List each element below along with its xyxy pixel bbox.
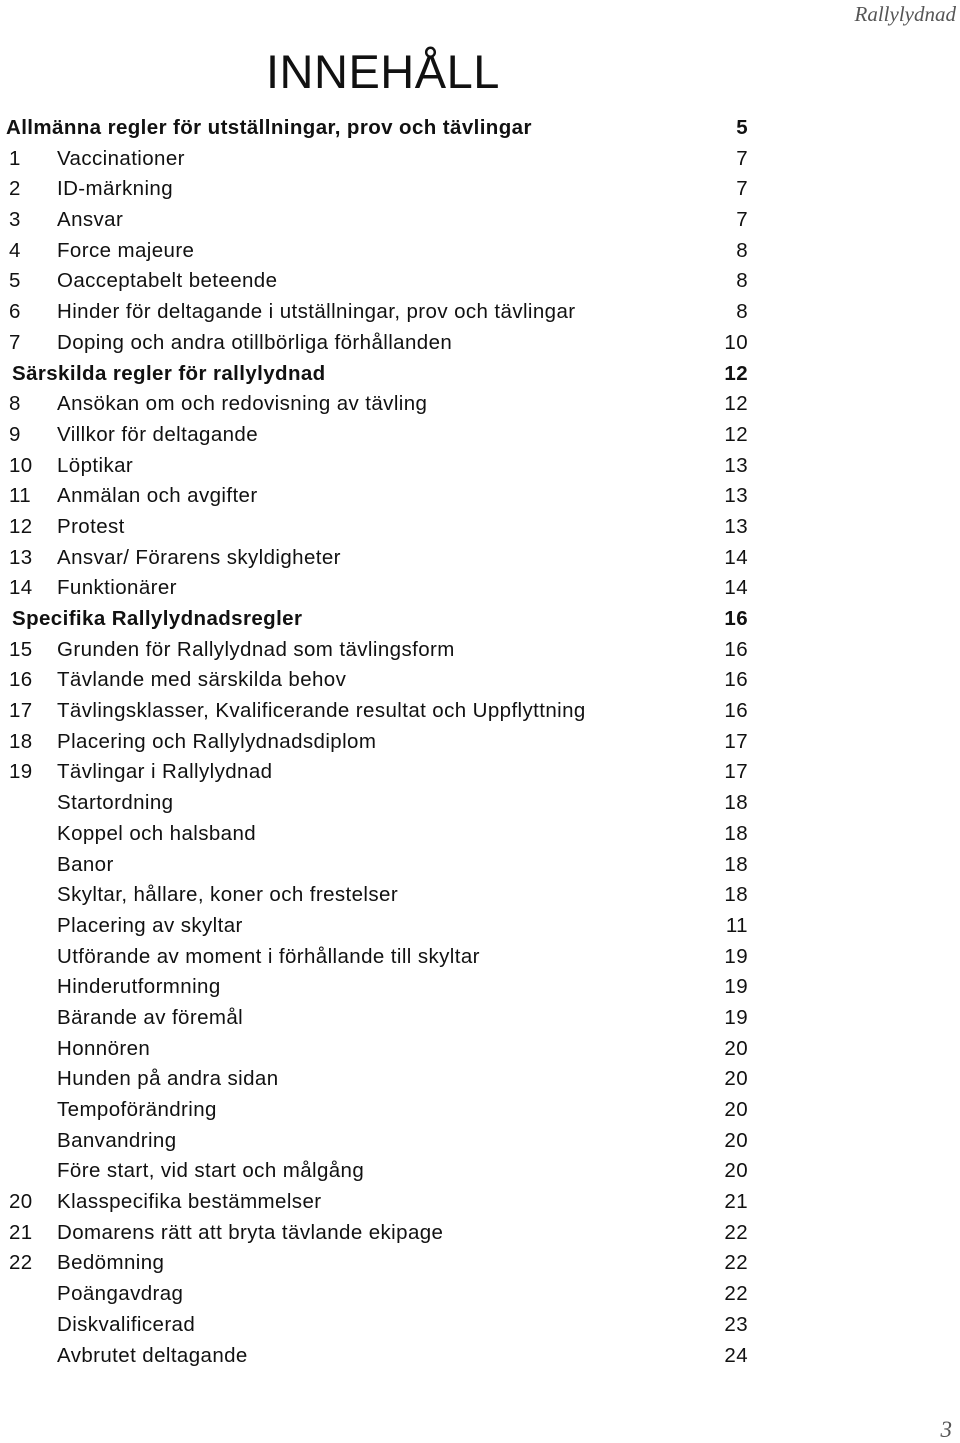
- toc-entry-number: 15: [9, 637, 33, 661]
- toc-entry-label: Specifika Rallylydnadsregler: [12, 607, 303, 630]
- toc-entry-page: 22: [724, 1220, 748, 1244]
- toc-entry-label: Doping och andra otillbörliga förhållanden: [57, 330, 453, 354]
- toc-entry-page: 22: [724, 1282, 748, 1306]
- toc-entry-number: 17: [9, 699, 33, 723]
- toc-entry-page: 12: [724, 422, 748, 446]
- toc-entry[interactable]: [0, 389, 960, 420]
- toc-entry-page: 8: [736, 300, 748, 324]
- toc-entry-label: Diskvalificerad: [57, 1312, 196, 1336]
- toc-entry-page: 20: [724, 1067, 748, 1091]
- toc-entry-page: 12: [724, 392, 748, 416]
- toc-entry[interactable]: [0, 1341, 960, 1372]
- toc-entry-page: 18: [724, 791, 748, 815]
- toc-entry[interactable]: [0, 696, 960, 727]
- toc-entry[interactable]: [0, 297, 960, 328]
- toc-entry-number: 21: [9, 1220, 33, 1244]
- toc-entry-label: Funktionärer: [57, 576, 177, 600]
- toc-entry-page: 24: [724, 1343, 748, 1367]
- toc-entry-number: 6: [9, 300, 21, 324]
- toc-entry-number: 18: [9, 729, 33, 753]
- toc-entry-label: Utförande av moment i förhållande till skyltar: [57, 944, 480, 968]
- toc-entry-label: Allmänna regler för utställningar, prov och tävlingar: [6, 116, 532, 139]
- toc-entry[interactable]: [0, 174, 960, 205]
- toc-entry-number: 13: [9, 545, 33, 569]
- toc-entry-label: Honnören: [57, 1036, 151, 1060]
- toc-entry-label: Vaccinationer: [57, 146, 185, 170]
- toc-entry-label: Banor: [57, 852, 114, 876]
- toc-entry-page: 21: [724, 1190, 748, 1214]
- toc-section-heading[interactable]: [0, 359, 960, 390]
- toc-entry-number: 3: [9, 208, 21, 232]
- toc-entry-label: Före start, vid start och målgång: [57, 1159, 365, 1183]
- toc-entry-page: 16: [724, 637, 748, 661]
- toc-entry[interactable]: [0, 1248, 960, 1279]
- toc-entry[interactable]: [0, 144, 960, 175]
- toc-entry[interactable]: [0, 665, 960, 696]
- toc-entry-label: Hinderutformning: [57, 975, 221, 999]
- toc-entry-label: Tävlande med särskilda behov: [57, 668, 347, 692]
- toc-entry[interactable]: [0, 573, 960, 604]
- toc-entry-number: 10: [9, 453, 33, 477]
- toc-entry-page: 18: [724, 852, 748, 876]
- toc-entry[interactable]: [0, 451, 960, 482]
- toc-entry-label: Grunden för Rallylydnad som tävlingsform: [57, 637, 455, 661]
- toc-entry-page: 19: [724, 975, 748, 999]
- toc-entry[interactable]: [0, 1310, 960, 1341]
- toc-entry-label: Ansvar: [57, 208, 124, 232]
- toc-entry-page: 7: [736, 177, 748, 201]
- toc-entry-page: 20: [724, 1036, 748, 1060]
- toc-section-heading[interactable]: [0, 604, 960, 635]
- page-number: 3: [940, 1417, 952, 1442]
- table-of-contents: [0, 113, 960, 1371]
- toc-entry-label: Oacceptabelt beteende: [57, 269, 278, 293]
- toc-entry-page: 20: [724, 1098, 748, 1121]
- toc-entry-label: Ansvar/ Förarens skyldigheter: [57, 545, 341, 569]
- toc-entry[interactable]: [0, 819, 960, 850]
- toc-entry-page: 5: [736, 116, 748, 139]
- toc-entry-page: 14: [724, 545, 748, 569]
- toc-entry[interactable]: [0, 1279, 960, 1310]
- toc-entry-page: 11: [725, 913, 748, 937]
- toc-entry-label: Poängavdrag: [57, 1282, 184, 1306]
- toc-entry-page: 7: [736, 146, 748, 170]
- toc-entry-page: 7: [736, 208, 748, 232]
- toc-entry-number: 4: [9, 238, 21, 262]
- toc-entry-page: 16: [724, 668, 748, 692]
- toc-entry-label: Tävlingar i Rallylydnad: [57, 760, 273, 784]
- toc-entry-number: 12: [9, 514, 33, 538]
- toc-entry[interactable]: [0, 1034, 960, 1065]
- toc-entry-label: Klasspecifika bestämmelser: [57, 1190, 322, 1214]
- toc-entry[interactable]: [0, 1003, 960, 1034]
- toc-entry-page: 18: [724, 821, 748, 845]
- toc-entry-label: Särskilda regler för rallylydnad: [12, 361, 326, 385]
- toc-entry-label: Löptikar: [57, 453, 134, 477]
- toc-entry[interactable]: [0, 543, 960, 574]
- toc-entry[interactable]: [0, 1064, 960, 1095]
- toc-entry[interactable]: [0, 205, 960, 236]
- toc-entry-page: 13: [724, 453, 748, 477]
- toc-entry[interactable]: [0, 880, 960, 911]
- toc-entry-page: 8: [736, 238, 748, 262]
- toc-entry[interactable]: [0, 1156, 960, 1187]
- toc-entry-page: 13: [724, 484, 748, 508]
- toc-entry-page: 17: [724, 760, 748, 784]
- toc-entry[interactable]: [0, 512, 960, 543]
- toc-entry-page: 22: [724, 1251, 748, 1275]
- toc-entry[interactable]: [0, 328, 960, 359]
- toc-entry[interactable]: [0, 788, 960, 819]
- toc-entry-number: 14: [9, 576, 33, 600]
- toc-entry-label: Banvandring: [57, 1128, 177, 1152]
- toc-entry-page: 13: [724, 514, 748, 538]
- toc-entry-page: 20: [724, 1159, 748, 1183]
- toc-entry-number: 7: [9, 330, 21, 354]
- toc-entry-label: Ansökan om och redovisning av tävling: [57, 392, 428, 416]
- toc-entry-label: Protest: [57, 514, 125, 538]
- toc-entry-label: Hunden på andra sidan: [57, 1067, 279, 1091]
- toc-entry-number: 2: [9, 177, 21, 201]
- toc-entry-label: Hinder för deltagande i utställningar, prov och tävlingar: [57, 300, 576, 324]
- toc-entry-label: Startordning: [57, 791, 174, 815]
- toc-entry-page: 12: [724, 361, 748, 385]
- toc-entry-page: 20: [724, 1128, 748, 1152]
- toc-entry[interactable]: [0, 420, 960, 451]
- toc-entry-label: Koppel och halsband: [57, 821, 257, 845]
- toc-entry-label: Anmälan och avgifter: [57, 484, 258, 508]
- toc-entry[interactable]: [0, 850, 960, 881]
- toc-entry-label: Bedömning: [57, 1251, 165, 1275]
- toc-entry-number: 9: [9, 422, 21, 446]
- toc-entry-label: Tävlingsklasser, Kvalificerande resultat och Uppflyttning: [57, 699, 586, 723]
- toc-entry[interactable]: [0, 266, 960, 297]
- running-header: Rallylydnad: [854, 2, 956, 26]
- toc-entry-page: 16: [724, 607, 748, 630]
- toc-entry[interactable]: [0, 911, 960, 942]
- toc-entry-number: 20: [9, 1190, 33, 1214]
- toc-entry-number: 8: [9, 392, 21, 416]
- toc-entry-page: 8: [736, 269, 748, 293]
- toc-entry[interactable]: [0, 727, 960, 758]
- toc-entry-label: Villkor för deltagande: [57, 422, 259, 446]
- toc-entry[interactable]: [0, 1126, 960, 1157]
- toc-entry-number: 16: [9, 668, 33, 692]
- toc-entry-label: Tempoförändring: [57, 1098, 217, 1121]
- toc-entry-page: 10: [724, 330, 748, 354]
- toc-entry-label: Skyltar, hållare, koner och frestelser: [57, 883, 399, 907]
- toc-entry-label: Placering och Rallylydnadsdiplom: [57, 729, 377, 753]
- toc-entry[interactable]: [0, 942, 960, 973]
- toc-entry-label: Placering av skyltar: [57, 913, 243, 937]
- toc-entry-number: 22: [9, 1251, 33, 1275]
- toc-entry-page: 16: [724, 699, 748, 723]
- toc-entry-number: 19: [9, 760, 33, 784]
- toc-entry[interactable]: [0, 1187, 960, 1218]
- toc-section-heading[interactable]: [0, 113, 960, 144]
- toc-entry[interactable]: [0, 635, 960, 666]
- toc-entry-page: 19: [724, 1005, 748, 1029]
- toc-entry-label: Bärande av föremål: [57, 1005, 244, 1029]
- toc-entry-number: 5: [9, 269, 21, 293]
- toc-entry-label: Avbrutet deltagande: [57, 1343, 248, 1367]
- toc-entry-number: 11: [9, 484, 32, 508]
- toc-entry-page: 23: [724, 1312, 748, 1336]
- toc-entry-number: 1: [9, 146, 21, 170]
- page-title: INNEHÅLL: [266, 45, 500, 98]
- toc-entry-page: 18: [724, 883, 748, 907]
- toc-entry-page: 19: [724, 944, 748, 968]
- toc-entry-label: ID-märkning: [57, 177, 174, 201]
- toc-entry[interactable]: [0, 757, 960, 788]
- toc-entry-page: 14: [724, 576, 748, 600]
- toc-entry[interactable]: [0, 1095, 960, 1126]
- toc-entry-page: 17: [724, 729, 748, 753]
- toc-entry[interactable]: [0, 972, 960, 1003]
- toc-entry[interactable]: [0, 481, 960, 512]
- toc-entry-label: Domarens rätt att bryta tävlande ekipage: [57, 1220, 444, 1244]
- toc-entry-label: Force majeure: [57, 238, 195, 262]
- toc-entry[interactable]: [0, 1218, 960, 1249]
- toc-entry[interactable]: [0, 236, 960, 267]
